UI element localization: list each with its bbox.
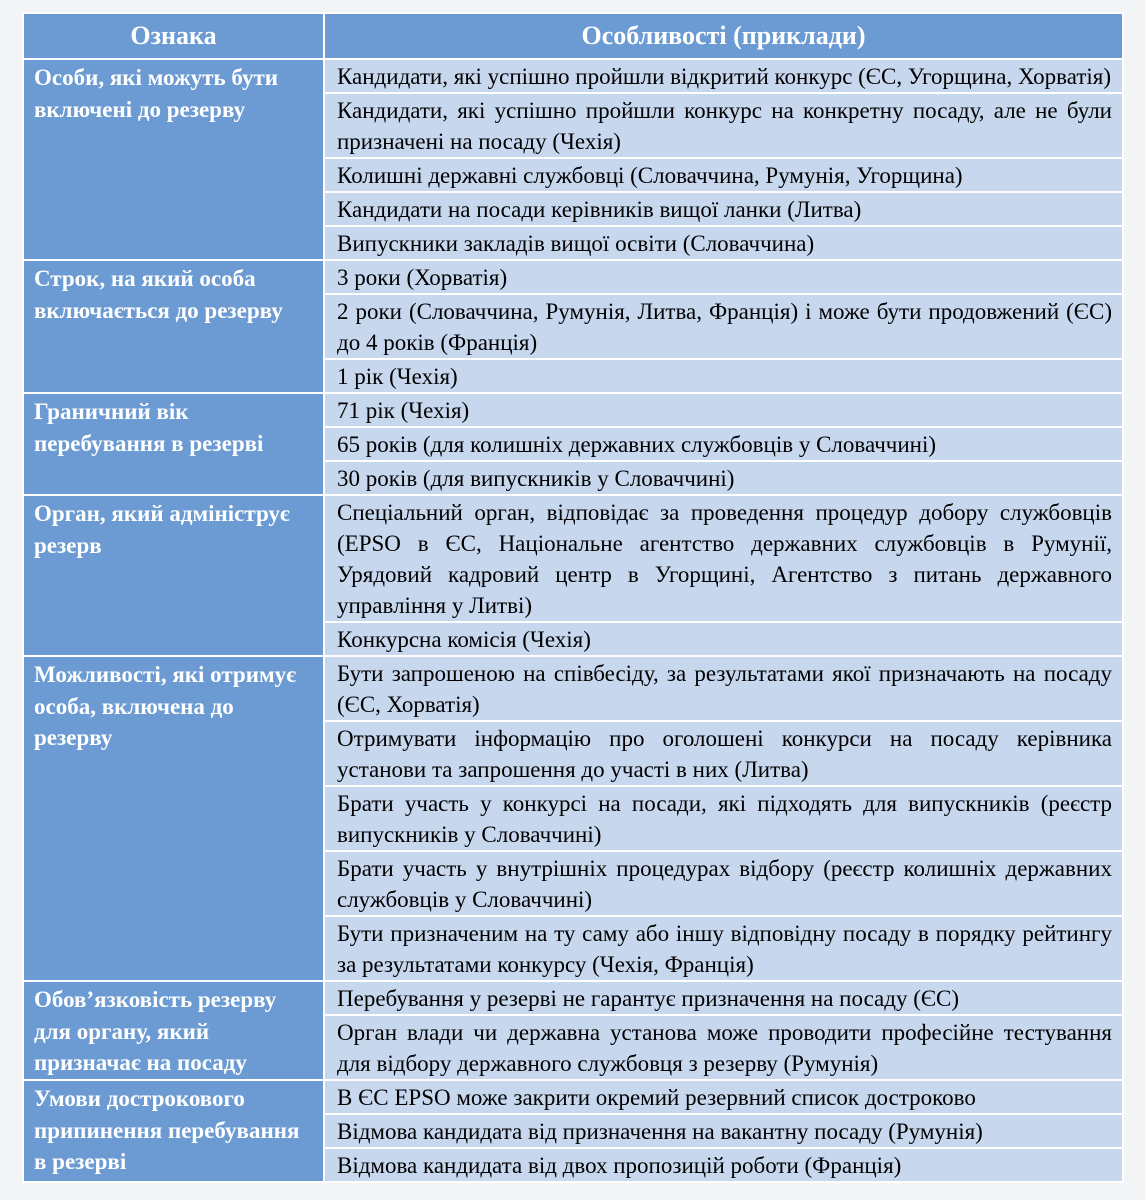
table-row [23, 981, 1123, 1015]
reserve-features-table-container [22, 12, 1122, 1183]
example-cell: Перебування у резерві не гарантує призначення на посаду (ЄС) [324, 981, 1123, 1015]
feature-cell: Орган, який адмініструє резерв [23, 495, 324, 656]
example-cell: Кандидати, які успішно пройшли конкурс на конкретну посаду, але не були призначені на посаду (Чехія) [324, 93, 1123, 158]
feature-cell: Можливості, які отримує особа, включена до резерву [23, 656, 324, 981]
table-row [23, 495, 1123, 622]
table-row [23, 59, 1123, 93]
example-cell: Орган влади чи державна установа може проводити професійне тестування для відбору державного службовця з резерву (Румунія) [324, 1015, 1123, 1080]
example-cell: Колишні державні службовці (Словаччина, Румунія, Угорщина) [324, 158, 1123, 192]
example-cell: Брати участь у конкурсі на посади, які підходять для випускників (реєстр випускників у Словаччині) [324, 786, 1123, 851]
example-cell: Отримувати інформацію про оголошені конкурси на посаду керівника установи та запрошення до участі в них (Литва) [324, 721, 1123, 786]
example-cell: Кандидати на посади керівників вищої ланки (Литва) [324, 192, 1123, 226]
table-body [23, 59, 1123, 1182]
example-cell: Випускники закладів вищої освіти (Словаччина) [324, 226, 1123, 260]
example-cell: Кандидати, які успішно пройшли відкритий конкурс (ЄС, Угорщина, Хорватія) [324, 59, 1123, 93]
example-cell: 1 рік (Чехія) [324, 359, 1123, 393]
table-row [23, 260, 1123, 294]
example-cell: В ЄС EPSO може закрити окремий резервний список достроково [324, 1080, 1123, 1114]
feature-cell: Особи, які можуть бути включені до резерву [23, 59, 324, 260]
example-cell: Відмова кандидата від призначення на вакантну посаду (Румунія) [324, 1114, 1123, 1148]
example-cell: 30 років (для випускників у Словаччині) [324, 461, 1123, 495]
feature-cell: Умови дострокового припинення перебування в резерві [23, 1080, 324, 1182]
header-feature: Ознака [23, 13, 324, 59]
table-row [23, 393, 1123, 427]
example-cell: Бути запрошеною на співбесіду, за результатами якої призначають на посаду (ЄС, Хорватія) [324, 656, 1123, 721]
feature-cell: Граничний вік перебування в резерві [23, 393, 324, 495]
reserve-features-table [22, 12, 1124, 1183]
feature-cell: Строк, на який особа включається до резерву [23, 260, 324, 393]
example-cell: Відмова кандидата від двох пропозицій роботи (Франція) [324, 1148, 1123, 1182]
example-cell: 65 років (для колишніх державних службовців у Словаччині) [324, 427, 1123, 461]
table-row [23, 1080, 1123, 1114]
table-row [23, 656, 1123, 721]
header-examples: Особливості (приклади) [324, 13, 1123, 59]
feature-cell: Обов’язковість резерву для органу, який призначає на посаду [23, 981, 324, 1080]
example-cell: Бути призначеним на ту саму або іншу відповідну посаду в порядку рейтингу за результатами конкурсу (Чехія, Франція) [324, 916, 1123, 981]
example-cell: 2 роки (Словаччина, Румунія, Литва, Франція) і може бути продовжений (ЄС) до 4 років (Франція) [324, 294, 1123, 359]
example-cell: Конкурсна комісія (Чехія) [324, 622, 1123, 656]
table-header-row [23, 13, 1123, 59]
example-cell: 3 роки (Хорватія) [324, 260, 1123, 294]
example-cell: Брати участь у внутрішніх процедурах відбору (реєстр колишніх державних службовців у Словаччині) [324, 851, 1123, 916]
example-cell: 71 рік (Чехія) [324, 393, 1123, 427]
example-cell: Спеціальний орган, відповідає за проведення процедур добору службовців (EPSO в ЄС, Національне агентство державних службовців в Румунії, Урядовий кадровий центр в Угорщині, Агентство з питань державного управління у Литві) [324, 495, 1123, 622]
